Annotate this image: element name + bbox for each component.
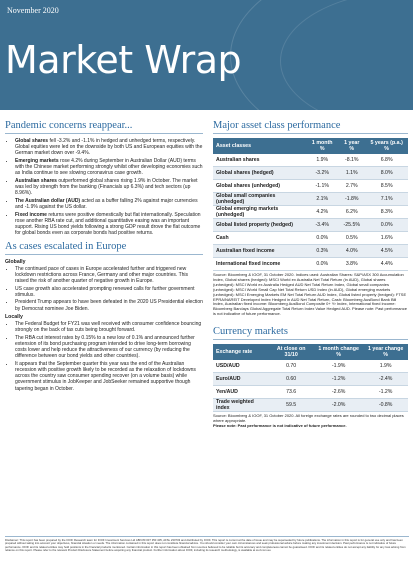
table-cell: 2.7% — [338, 180, 365, 193]
table-cell: -2.4% — [363, 373, 408, 386]
list-item: • US case growth also accelerated prompting renewed calls for further government stimulus. — [15, 286, 203, 298]
list-item — [15, 158, 203, 177]
page-title: Market Wrap — [5, 38, 242, 82]
table-row — [213, 167, 408, 180]
header-banner — [0, 0, 413, 110]
table-cell: 4.4% — [365, 258, 408, 271]
table-row — [213, 245, 408, 258]
column-header: At close on 31/10 — [268, 344, 314, 360]
locally-list — [5, 321, 203, 392]
table-row — [213, 232, 408, 245]
table-row — [213, 154, 408, 167]
table-cell: 6.8% — [365, 154, 408, 167]
list-item: • It appears that the September quarter this year was the end of the Australian recession with positive growth likely to be recorded as the relaxation of lockdowns across the country saw consumer spending recover (on a volume basis) while government stimulus in JobKeeper and JobSeeker remained supportive though tapering began in October. — [15, 361, 203, 392]
locally-label: Locally — [5, 313, 23, 320]
table-cell: 6.2% — [338, 206, 365, 219]
bullet-text: acted as a buffer falling 2% against major currencies and -1.9% against the US dollar. — [15, 198, 198, 211]
table-row — [213, 373, 408, 386]
bullet-lead: Fixed income — [15, 211, 47, 218]
table-cell: 1.9% — [363, 360, 408, 373]
table-cell: 8.3% — [365, 206, 408, 219]
left-column — [5, 120, 203, 393]
performance-source: Source: Bloomberg & IOOF, 31 October 2020. Indices used: Australian Shares: S&P/ASX 300 Accumulation Index, Global shares (hedged): MSCI World ex Australia Net Total Return (in AUD), Global shares (unhedged): MSCI World ex Australia Hedged AUD Net Total Return Index, Global small companies (unhedged): MSCI World Small Cap Net Total Return USD Index (in AUD), Global emerging markets (unhedged): MSCI Emerging Markets EM Net Total Return AUD Index, Global listed property (hedged): FTSE EPRA/NAREIT Developed Index Hedged in AUD Net Total Return, Cash: Bloomberg AusBond Bank Bill Index, Australian fixed income: Bloomberg AusBond Composite 0+ Yr Index, International fixed income: Bloomberg Barclays Global Aggregate Total Return Index Value Hedged AUD. Please note: Past performance is not indicative of future performance. — [213, 272, 407, 317]
table-cell: -3.4% — [306, 219, 338, 232]
divider — [5, 254, 203, 255]
table-cell: 4.0% — [338, 245, 365, 258]
divider — [213, 133, 408, 134]
bullet-lead: The Australian dollar (AUD) — [15, 198, 81, 204]
list-item — [15, 178, 203, 197]
table-row — [213, 399, 408, 412]
table-cell: -1.1% — [306, 180, 338, 193]
column-header: Asset classes — [213, 138, 306, 154]
table-cell: -0.8% — [363, 399, 408, 412]
table-cell: 73.6 — [268, 386, 314, 399]
divider — [213, 339, 408, 340]
list-item: • The Federal Budget for FY21 was well received with consumer confidence bouncing strongly on the back of tax cuts being brought forward. — [15, 321, 203, 333]
table-cell: Euro/AUD — [213, 373, 268, 386]
list-item: • The continued pace of cases in Europe accelerated further and triggered new lockdown restrictions across France, Germany and other major countries. This raised the risk of another quarter of negative growth in Europe. — [15, 266, 203, 285]
table-cell: 8.5% — [365, 180, 408, 193]
table-row — [213, 206, 408, 219]
table-cell: -8.1% — [338, 154, 365, 167]
table-cell: 0.60 — [268, 373, 314, 386]
table-cell: Australian shares — [213, 154, 306, 167]
section-title-europe: As cases escalated in Europe — [5, 240, 127, 252]
section-title-performance: Major asset class performance — [213, 120, 341, 131]
table-cell: 2.1% — [306, 193, 338, 206]
list-item — [15, 138, 203, 157]
column-header: 5 years (p.a.) % — [365, 138, 408, 154]
table-cell: Global shares (hedged) — [213, 167, 306, 180]
table-cell: 59.5 — [268, 399, 314, 412]
column-header: 1 year % — [338, 138, 365, 154]
table-cell: 1.1% — [338, 167, 365, 180]
column-header: 1 month change % — [314, 344, 363, 360]
currency-source: Source: Bloomberg & IOOF, 31 October 2020. All foreign exchange rates are rounded to two decimal places where appropriate. — [213, 413, 404, 424]
list-item: • President Trump appears to have been defeated in the 2020 US Presidential election by Democrat nominee Joe Biden. — [15, 299, 203, 311]
table-row — [213, 386, 408, 399]
bullet-lead: Australian shares — [15, 178, 57, 184]
table-cell: -2.6% — [314, 386, 363, 399]
table-cell: 0.0% — [306, 232, 338, 245]
table-cell: -1.9% — [314, 360, 363, 373]
bullet-lead: Global shares — [15, 138, 49, 144]
table-cell: Cash — [213, 232, 306, 245]
bullet-text: returns were positive domestically but flat internationally. Speculation rose another RBA rate cut, and additional quantitative easing was an important support. Rising US bond yields following a strong GDP result drove the flat outcome for global bonds even as corporate bonds had positive returns. — [15, 211, 201, 237]
table-cell: Yen/AUD — [213, 386, 268, 399]
table-cell: 8.0% — [365, 167, 408, 180]
table-row — [213, 219, 408, 232]
section-title-currency: Currency markets — [213, 326, 288, 338]
table-row — [213, 360, 408, 373]
table-cell: 0.0% — [306, 258, 338, 271]
table-cell: Trade weighted index — [213, 399, 268, 412]
list-item — [15, 198, 203, 210]
table-cell: 4.2% — [306, 206, 338, 219]
table-cell: -25.5% — [338, 219, 365, 232]
table-cell: 7.1% — [365, 193, 408, 206]
globally-label: Globally — [5, 258, 26, 265]
section-title-pandemic: Pandemic concerns reappear... — [5, 120, 133, 131]
table-cell: Global listed property (hedged) — [213, 219, 306, 232]
table-cell: -1.2% — [314, 373, 363, 386]
table-cell: 0.3% — [306, 245, 338, 258]
table-cell: Australian fixed income — [213, 245, 306, 258]
table-cell: Global small companies (unhedged) — [213, 193, 306, 206]
table-cell: 0.0% — [365, 219, 408, 232]
table-cell: -1.8% — [338, 193, 365, 206]
report-date: November 2020 — [7, 6, 59, 15]
currency-table — [213, 344, 408, 412]
column-header: Exchange rate — [213, 344, 268, 360]
table-cell: 1.9% — [306, 154, 338, 167]
table-cell: -2.0% — [314, 399, 363, 412]
table-cell: 0.70 — [268, 360, 314, 373]
right-column — [213, 120, 408, 429]
table-cell: -3.2% — [306, 167, 338, 180]
bullet-text: outperformed global shares rising 1.9% in October. The market was led by strength from the banking (Financials up 6.3%) and tech sectors (up 8.96%). — [15, 178, 198, 197]
disclaimer: Disclaimer: This report has been prepared by the IOOF Research team for IOOF Investment Services Ltd ABN 80 007 350 405, AFSL 230703 and distributed by IOOF. This report is current at the date of issue and may be superseded by future publications. The information in this report is for general use only and has been prepared without taking into account your objectives, financial situation or needs. The information contained in this report does not constitute financial advice. You should consider your own circumstances and seek professional advice before making any investment decision. Past performance is not indicative of future performance. IOOF and its related entities may hold positions in the financial products mentioned. Certain information in this report has been obtained from sources believed to be reliable but its accuracy and completeness cannot be guaranteed. IOOF and its related entities do not accept any liability for any loss arising from reliance on this report. Please refer to the relevant Product Disclosure Statement before acquiring any financial product. Further information about IOOF, including its research methodology, is available at ioof.com.au. — [5, 536, 409, 552]
list-item: • The RBA cut interest rates by 0.15% to a new low of 0.1% and announced further extension of its bond purchasing program intended to drive long-term borrowing costs lower and help reduce the attractiveness of our currency (by reducing the difference between our bond yields and other countries). — [15, 335, 203, 360]
table-cell: 3.8% — [338, 258, 365, 271]
column-header: 1 month % — [306, 138, 338, 154]
table-cell: International fixed income — [213, 258, 306, 271]
table-cell: Global shares (unhedged) — [213, 180, 306, 193]
bullet-lead: Emerging markets — [15, 158, 59, 164]
table-cell: USD/AUD — [213, 360, 268, 373]
currency-note: Please note: Past performance is not indicative of future performance. — [213, 422, 347, 428]
bullet-text: fell -3.2% and -1.1% in hedged and unhedged terms, respectively. Global equities were led on the downside by both US and European equities with the German market down over -9.4%. — [15, 138, 203, 157]
market-summary-list — [5, 138, 203, 237]
table-row — [213, 258, 408, 271]
asset-performance-table — [213, 138, 408, 271]
globally-list — [5, 266, 203, 312]
table-cell: -1.2% — [363, 386, 408, 399]
bullet-text: rose 4.2% during September in Australian Dollar (AUD) terms with the Chinese market performing strongly whilst other developing economies such as India continue to see slowing coronavirus case growth. — [15, 158, 203, 177]
table-cell: 1.6% — [365, 232, 408, 245]
list-item — [15, 212, 203, 237]
table-cell: 4.5% — [365, 245, 408, 258]
column-header: 1 year change % — [363, 344, 408, 360]
table-cell: 0.5% — [338, 232, 365, 245]
table-cell: Global emerging markets (unhedged) — [213, 206, 306, 219]
table-row — [213, 193, 408, 206]
table-row — [213, 180, 408, 193]
divider — [5, 133, 203, 134]
